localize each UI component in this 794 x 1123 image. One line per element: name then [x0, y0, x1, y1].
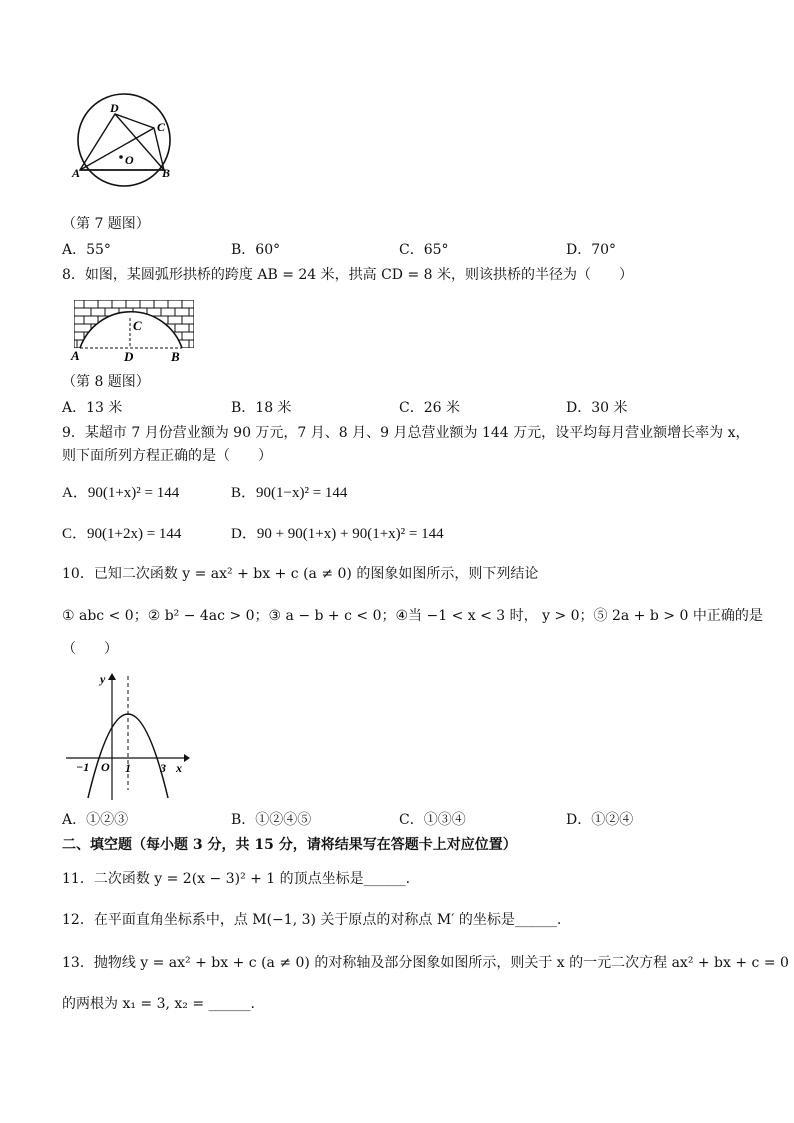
q7-option-a[interactable]: A．55° — [62, 242, 111, 258]
q8-option-a[interactable]: A．13 米 — [62, 400, 123, 416]
q8-stem: 8．如图，某圆弧形拱桥的跨度 AB = 24 米，拱高 CD = 8 米，则该拱桥的半径为（ ） — [62, 267, 634, 283]
q10-paren: （ ） — [62, 641, 118, 657]
q10-label-neg1: −1 — [76, 760, 90, 774]
q7-label-c: C — [157, 120, 166, 134]
q8-option-c[interactable]: C．26 米 — [399, 400, 460, 416]
q8-label-a: A — [71, 348, 80, 363]
q7-label-b: B — [162, 166, 171, 180]
q10-conditions: ① abc < 0；② b² − 4ac > 0；③ a − b + c < 0；④当 −1 < x < 3 时， y > 0；⑤ 2a + b > 0 中正确的是 — [62, 608, 763, 624]
q10-option-d[interactable]: D．①②④ — [566, 812, 634, 828]
q7-option-b[interactable]: B．60° — [231, 242, 281, 258]
q10-option-c[interactable]: C．①③④ — [399, 812, 466, 828]
q9-stem-line1: 9．某超市 7 月份营业额为 90 万元，7 月、8 月、9 月总营业额为 144 万元，设平均每月营业额增长率为 x， — [62, 425, 750, 441]
q10-y-axis-arrow — [108, 673, 116, 680]
q9-stem-line2: 则下面所列方程正确的是（ ） — [62, 448, 272, 464]
q9-option-c[interactable]: C．90(1+2x) = 144 — [62, 526, 182, 542]
q11-text: 11．二次函数 y = 2(x − 3)² + 1 的顶点坐标是______. — [62, 871, 411, 887]
q7-circle-figure — [70, 100, 180, 180]
q7-label-a: A — [72, 166, 81, 180]
q10-x-axis-arrow — [184, 754, 190, 762]
section2-heading: 二、填空题（每小题 3 分，共 15 分，请将结果写在答题卡上对应位置） — [62, 837, 517, 853]
q9-options-row1 — [62, 481, 742, 501]
q13-line1: 13．抛物线 y = ax² + bx + c (a ≠ 0) 的对称轴及部分图象如图所示，则关于 x 的一元二次方程 ax² + bx + c = 0 — [62, 955, 789, 971]
q8-label-d: D — [124, 349, 134, 364]
q8-label-c: C — [133, 318, 142, 333]
q8-bridge-figure — [70, 295, 200, 365]
q7-option-c[interactable]: C．65° — [399, 242, 449, 258]
q7-label-d: D — [110, 101, 119, 115]
q10-option-b[interactable]: B．①②④⑤ — [231, 812, 312, 828]
q10-label-1: 1 — [125, 761, 131, 775]
q9-options-row2 — [62, 522, 742, 542]
q10-label-3: 3 — [160, 761, 166, 775]
q9-option-b[interactable]: B．90(1−x)² = 144 — [231, 485, 348, 501]
q8-option-d[interactable]: D．30 米 — [566, 400, 628, 416]
q9-option-a[interactable]: A．90(1+x)² = 144 — [62, 485, 180, 501]
q10-stem: 10．已知二次函数 y = ax² + bx + c (a ≠ 0) 的图象如图所示，则下列结论 — [62, 566, 539, 582]
q7-label-o: O — [125, 153, 134, 167]
q9-option-d[interactable]: D．90 + 90(1+x) + 90(1+x)² = 144 — [231, 526, 444, 542]
q7-caption: （第 7 题图） — [62, 216, 150, 232]
q10-label-x: x — [176, 761, 182, 775]
q10-label-origin: O — [101, 760, 110, 774]
q7-option-d[interactable]: D．70° — [566, 242, 617, 258]
q12-text: 12．在平面直角坐标系中，点 M(−1, 3) 关于原点的对称点 M′ 的坐标是______. — [62, 912, 562, 928]
q8-caption: （第 8 题图） — [62, 374, 150, 390]
q10-parabola-graph — [62, 670, 192, 805]
q7-options — [62, 239, 742, 259]
q8-options — [62, 397, 742, 417]
q8-option-b[interactable]: B．18 米 — [231, 400, 292, 416]
q7-center-dot — [119, 155, 123, 159]
q13-line2: 的两根为 x₁ = 3, x₂ = ______. — [62, 996, 255, 1012]
q10-label-y: y — [100, 672, 106, 686]
q7-diagonal-ac — [80, 128, 154, 170]
q10-option-a[interactable]: A．①②③ — [62, 812, 129, 828]
q8-label-b: B — [171, 349, 180, 364]
q10-options — [62, 809, 742, 829]
